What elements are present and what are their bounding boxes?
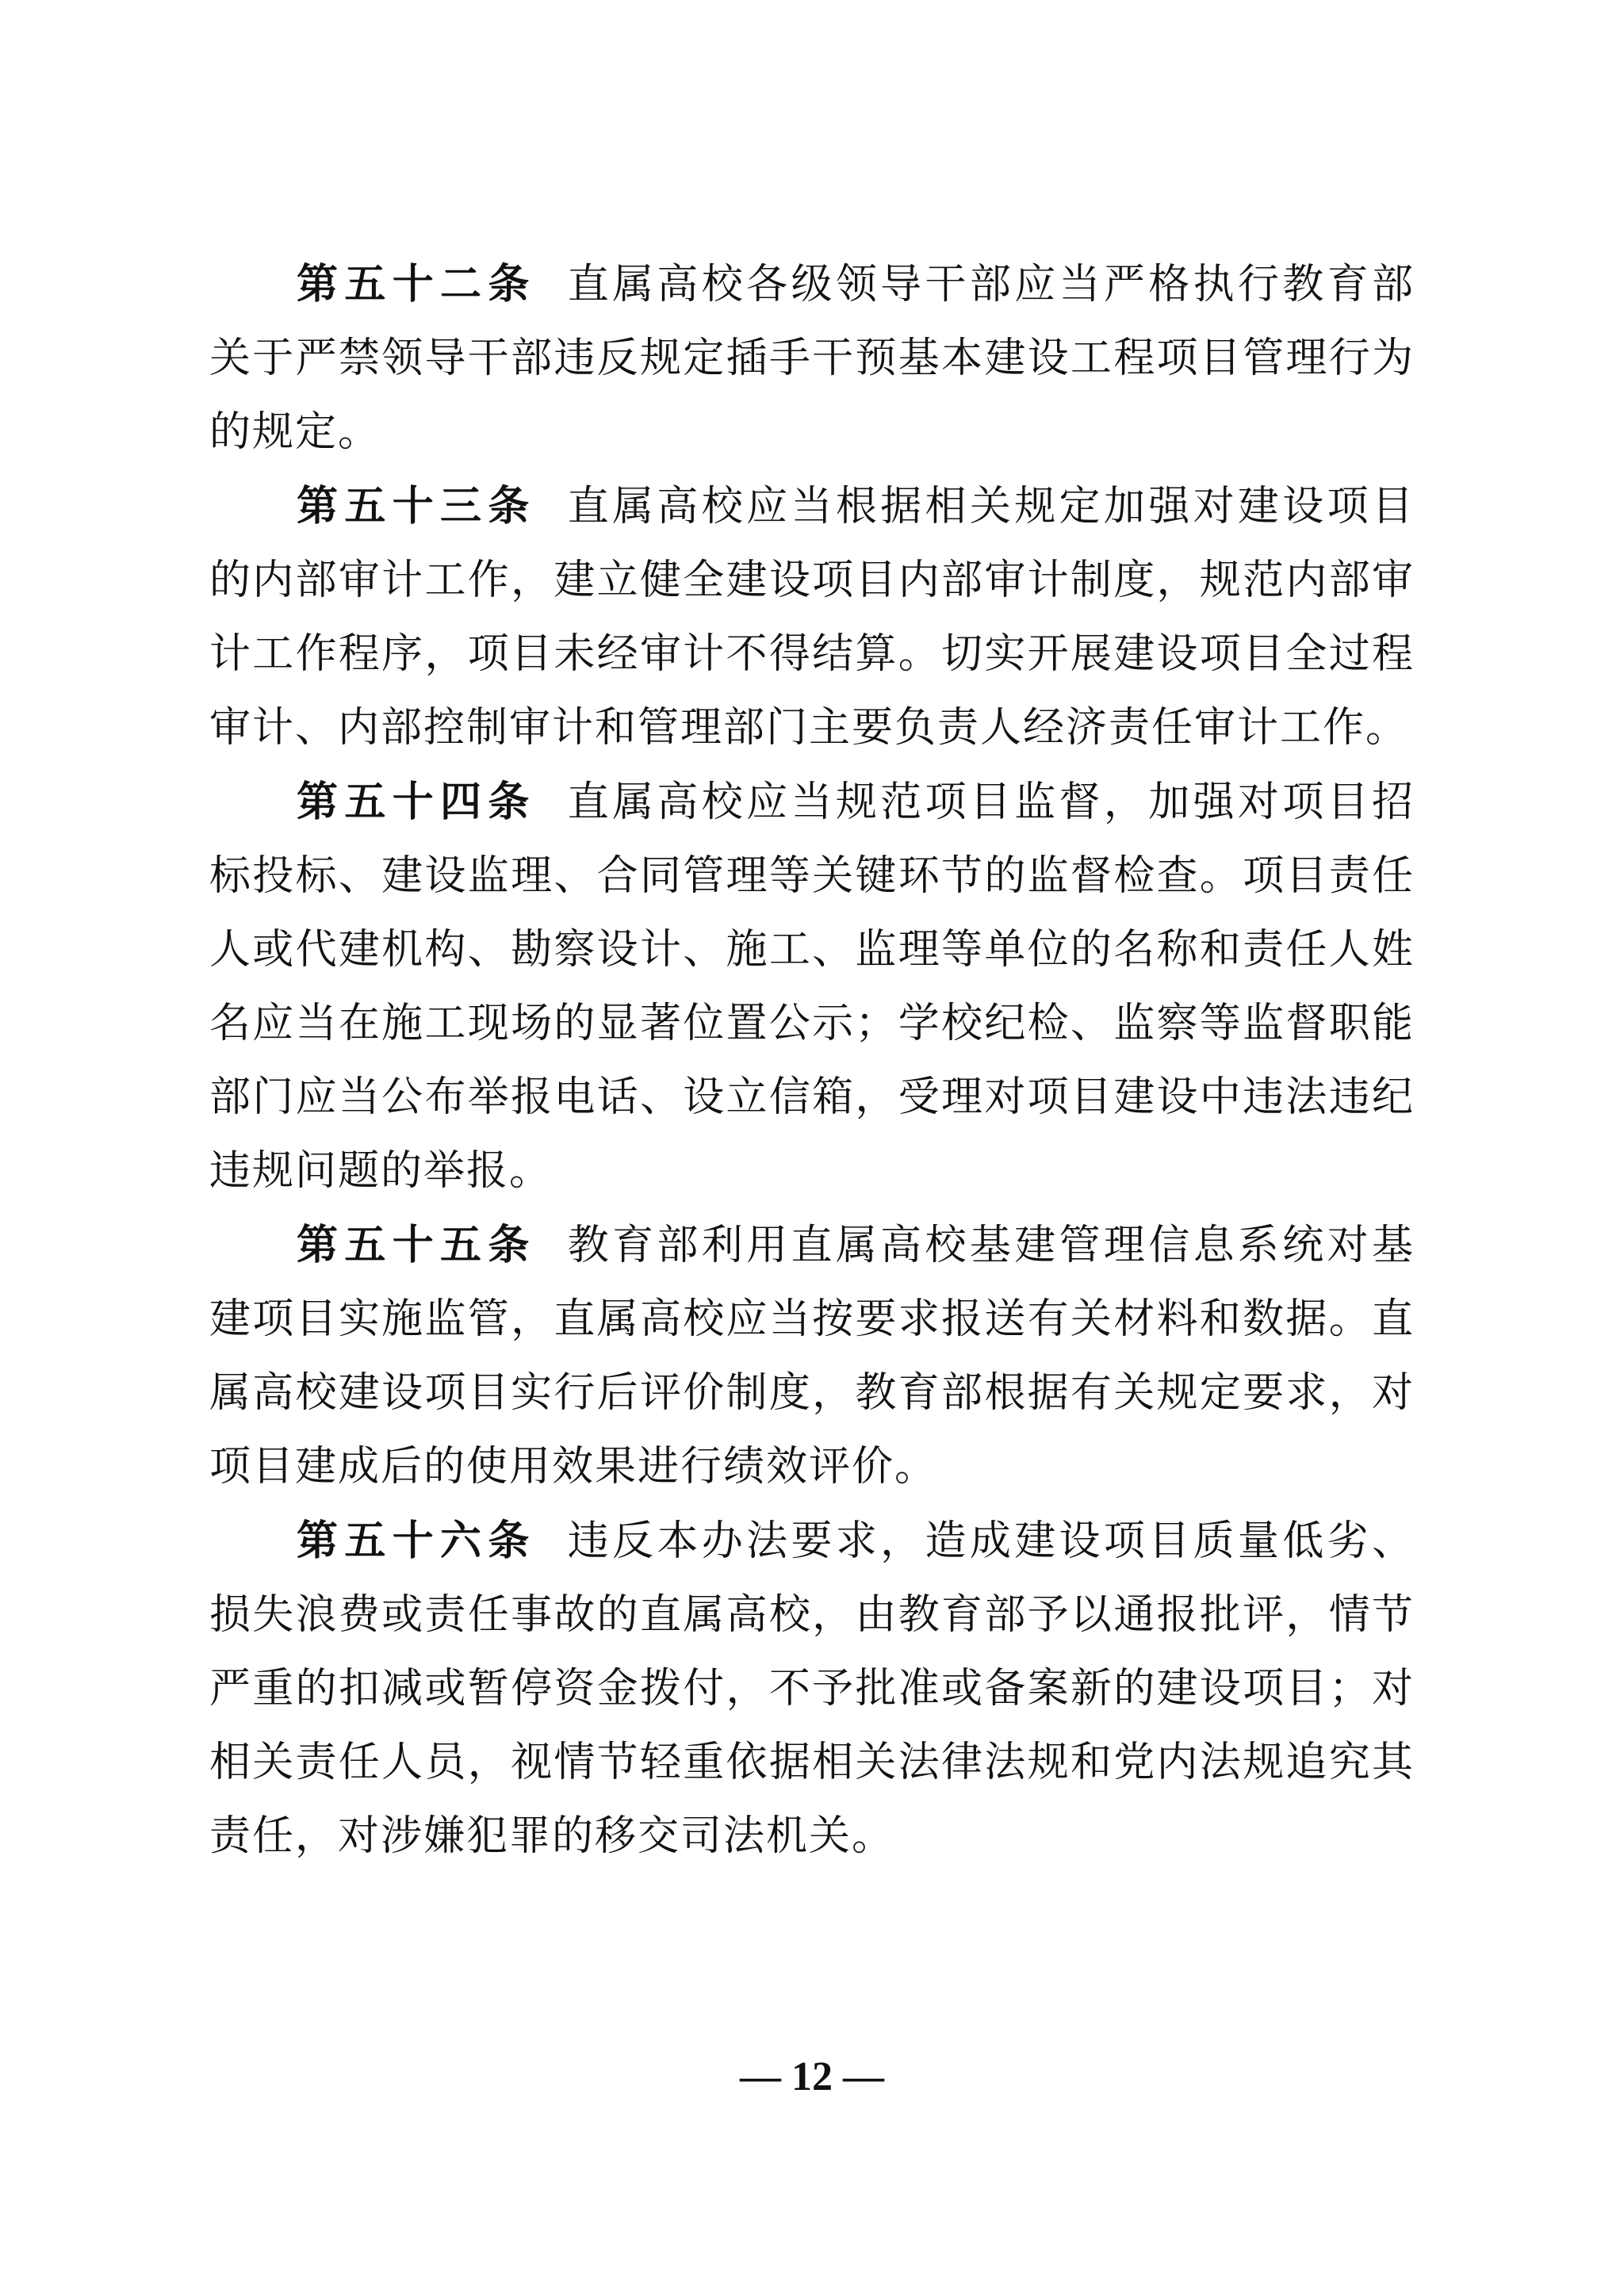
page-number: — 12 — (740, 2054, 884, 2099)
article-title: 第五十二条 (297, 260, 536, 308)
article-title: 第五十五条 (297, 1221, 536, 1269)
article-text: 教育部利用直属高校基建管理信息系统对基建项目实施监管，直属高校应当按要求报送有关材料和数据。直属高校建设项目实行后评价制度，教育部根据有关规定要求，对项目建成后的使用效果进行绩效评价。 (209, 1222, 1415, 1490)
document-body (209, 247, 1415, 1873)
article-54 (209, 765, 1415, 1208)
article-title: 第五十四条 (297, 778, 536, 826)
article-text: 直属高校各级领导干部应当严格执行教育部关于严禁领导干部违反规定插手干预基本建设工程项目管理行为的规定。 (209, 261, 1415, 456)
article-text: 直属高校应当根据相关规定加强对建设项目的内部审计工作，建立健全建设项目内部审计制度，规范内部审计工作程序，项目未经审计不得结算。切实开展建设项目全过程审计、内部控制审计和管理部门主要负责人经济责任审计工作。 (209, 483, 1415, 752)
article-55 (209, 1208, 1415, 1504)
article-text: 违反本办法要求，造成建设项目质量低劣、损失浪费或责任事故的直属高校，由教育部予以通报批评，情节严重的扣减或暂停资金拨付，不予批准或备案新的建设项目；对相关责任人员，视情节轻重依据相关法律法规和党内法规追究其责任，对涉嫌犯罪的移交司法机关。 (209, 1517, 1415, 1860)
article-53 (209, 469, 1415, 765)
article-56 (209, 1504, 1415, 1873)
article-title: 第五十六条 (297, 1517, 536, 1565)
article-text: 直属高校应当规范项目监督，加强对项目招标投标、建设监理、合同管理等关键环节的监督检查。项目责任人或代建机构、勘察设计、施工、监理等单位的名称和责任人姓名应当在施工现场的显著位置公示；学校纪检、监察等监督职能部门应当公布举报电话、设立信箱，受理对项目建设中违法违纪违规问题的举报。 (209, 779, 1415, 1195)
article-52 (209, 247, 1415, 469)
article-title: 第五十三条 (297, 482, 536, 530)
